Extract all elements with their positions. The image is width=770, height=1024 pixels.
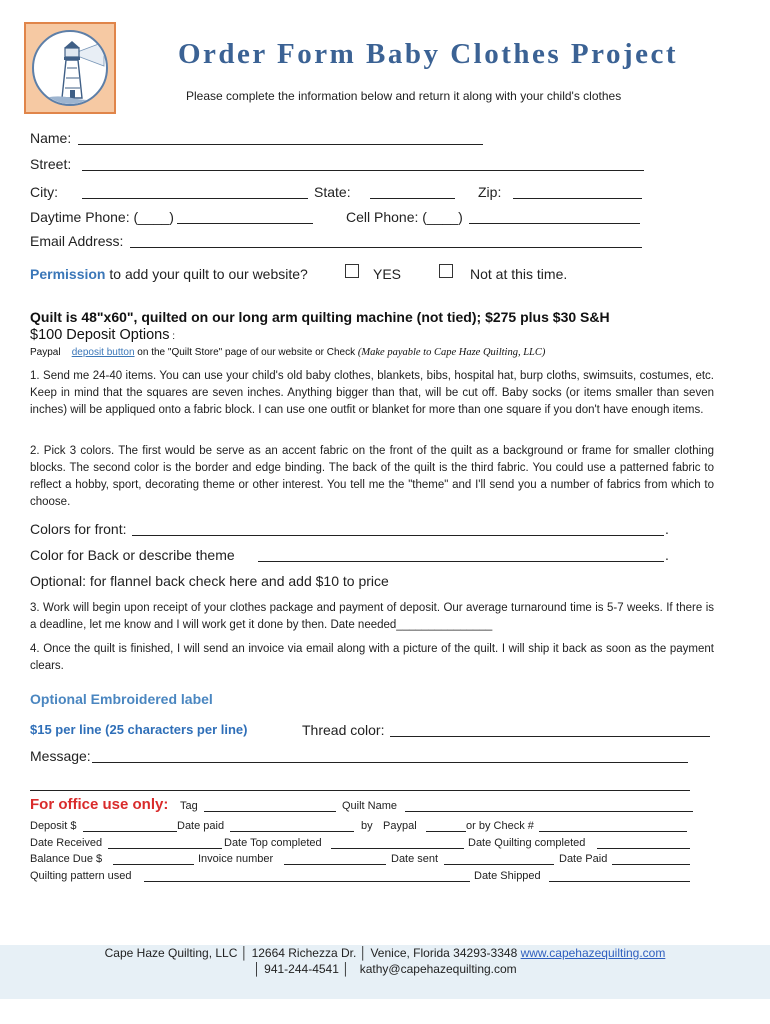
- deposit-colon: :: [169, 331, 176, 342]
- name-field[interactable]: [78, 144, 483, 145]
- date-paid-field[interactable]: [230, 831, 354, 832]
- quilt-info: Quilt is 48"x60", quilted on our long arm quilting machine (not tied); $275 plus $30 S&H: [30, 309, 610, 325]
- cell-phone-field[interactable]: [469, 223, 640, 224]
- email-field[interactable]: [130, 247, 642, 248]
- footer-street: 12664 Richezza Dr.: [251, 946, 357, 960]
- date-top-completed-field[interactable]: [331, 848, 464, 849]
- payment-methods: [30, 347, 545, 358]
- not-at-this-time-checkbox[interactable]: [439, 264, 453, 278]
- message-field-line-2[interactable]: [30, 790, 690, 791]
- zip-field[interactable]: [513, 198, 642, 199]
- paypal-label: Paypal: [30, 347, 61, 358]
- embroidery-price: $15 per line (25 characters per line): [30, 722, 248, 737]
- footer-city: Venice, Florida 34293-3348: [370, 946, 518, 960]
- date-paid-2-field[interactable]: [612, 864, 690, 865]
- footer-contact-line: │ 941-244-4541 │ kathy@capehazequilting.com: [253, 962, 517, 976]
- check-number-field[interactable]: [539, 831, 687, 832]
- yes-checkbox[interactable]: [345, 264, 359, 278]
- by-label: by: [361, 820, 373, 832]
- lighthouse-icon: [32, 30, 108, 106]
- thread-color-label: Thread color:: [302, 722, 385, 738]
- colors-back-label: Color for Back or describe theme: [30, 547, 235, 563]
- instruction-step-1: 1. Send me 24-40 items. You can use your child's old baby clothes, blankets, bibs, hospital hat, burp cloths, swimsuits, costumes, etc. Keep in mind that the squares are seven inches. Anything bigger than that, will be cut off. Baby socks (or items smaller than seven inches) will be appliqued onto a fabric block. I can use one outfit or blanket for more than one square if you don't have enough items.: [30, 370, 714, 416]
- message-field-line-1[interactable]: [92, 762, 688, 763]
- paypal-office-label: Paypal: [383, 820, 417, 832]
- instruction-step-3: 3. Work will begin upon receipt of your clothes package and payment of deposit. Our average turnaround time is 5-7 weeks. If there is a deadline, let me know and I will work get it done by then. Date needed_______________: [30, 602, 714, 631]
- balance-due-label: Balance Due $: [30, 853, 103, 865]
- office-use-heading: For office use only:: [30, 796, 169, 813]
- deposit-button-link[interactable]: deposit button: [71, 347, 135, 358]
- quilt-name-label: Quilt Name: [342, 800, 398, 812]
- deposit-options-label: $100 Deposit Options: [30, 327, 170, 343]
- date-received-label: Date Received: [30, 837, 103, 849]
- permission-word: Permission: [30, 266, 106, 282]
- footer-company: Cape Haze Quilting, LLC: [104, 946, 238, 960]
- street-label: Street:: [30, 156, 72, 172]
- footer-address-line: Cape Haze Quilting, LLC │ 12664 Richezza Dr. │ Venice, Florida 34293-3348 www.capehazequilting.com: [104, 946, 666, 960]
- tag-field[interactable]: [204, 811, 336, 812]
- colors-front-period: .: [665, 521, 669, 537]
- street-field[interactable]: [82, 170, 644, 171]
- state-label: State:: [314, 184, 351, 200]
- message-label: Message:: [30, 748, 91, 764]
- deposit-title: [30, 327, 175, 343]
- yes-label: YES: [373, 266, 402, 282]
- cell-phone-label: Cell Phone: (____): [346, 209, 463, 225]
- date-quilting-completed-field[interactable]: [597, 848, 690, 849]
- colors-front-field[interactable]: [132, 535, 664, 536]
- logo: [24, 22, 116, 114]
- footer-email[interactable]: kathy@capehazequilting.com: [359, 962, 517, 976]
- quilting-pattern-field[interactable]: [144, 881, 470, 882]
- city-label: City:: [30, 184, 58, 200]
- name-label: Name:: [30, 130, 72, 146]
- instruction-step-4: 4. Once the quilt is finished, I will send an invoice via email along with a picture of the quilt. I will ship it back as soon as the payment clears.: [30, 643, 714, 672]
- footer-phone: 941-244-4541: [264, 962, 339, 976]
- date-sent-label: Date sent: [391, 853, 439, 865]
- daytime-phone-field[interactable]: [177, 223, 313, 224]
- flannel-option: Optional: for flannel back check here and add $10 to price: [30, 573, 389, 589]
- date-paid-2-label: Date Paid: [559, 853, 608, 865]
- page-title: Order Form Baby Clothes Project: [178, 38, 679, 70]
- date-paid-label: Date paid: [177, 820, 225, 832]
- invoice-number-label: Invoice number: [198, 853, 274, 865]
- invoice-number-field[interactable]: [284, 864, 386, 865]
- date-sent-field[interactable]: [444, 864, 554, 865]
- city-field[interactable]: [82, 198, 308, 199]
- daytime-phone-label: Daytime Phone: (____): [30, 209, 174, 225]
- page-subtitle: Please complete the information below and return it along with your child's clothes: [186, 89, 622, 103]
- quilting-pattern-label: Quilting pattern used: [30, 870, 132, 882]
- date-received-field[interactable]: [108, 848, 222, 849]
- paypal-description: on the "Quilt Store" page of our website or Check: [134, 347, 358, 358]
- colors-back-field[interactable]: [258, 561, 664, 562]
- email-label: Email Address:: [30, 233, 124, 249]
- zip-label: Zip:: [478, 184, 502, 200]
- quilt-name-field[interactable]: [405, 811, 693, 812]
- instruction-step-2: 2. Pick 3 colors. The first would be serve as an accent fabric on the front of the quilt as a background or frame for smaller clothing blocks. The second color is the border and edge binding. The back of the quilt is the third fabric. You could use a patterned fabric to reflect a hobby, sport, decorating theme or other interest. You tell me the "theme" and I'll send you a number of fabrics from which to choose.: [30, 445, 714, 508]
- footer-website-link[interactable]: www.capehazequilting.com: [520, 946, 666, 960]
- balance-due-field[interactable]: [113, 864, 194, 865]
- paypal-office-field[interactable]: [426, 831, 466, 832]
- tag-label: Tag: [180, 800, 198, 812]
- embroidered-label-heading: Optional Embroidered label: [30, 691, 213, 707]
- permission-question: [30, 266, 308, 282]
- check-number-label: or by Check #: [466, 820, 534, 832]
- date-shipped-label: Date Shipped: [474, 870, 541, 882]
- deposit-amount-label: Deposit $: [30, 820, 77, 832]
- not-at-this-time-label: Not at this time.: [470, 266, 568, 282]
- deposit-amount-field[interactable]: [83, 831, 177, 832]
- thread-color-field[interactable]: [390, 736, 710, 737]
- date-quilting-completed-label: Date Quilting completed: [468, 837, 586, 849]
- colors-front-label: Colors for front:: [30, 521, 127, 537]
- check-payable-note: (Make payable to Cape Haze Quilting, LLC): [357, 347, 546, 358]
- date-top-completed-label: Date Top completed: [224, 837, 322, 849]
- permission-text: to add your quilt to our website?: [105, 266, 308, 282]
- colors-back-period: .: [665, 547, 669, 563]
- state-field[interactable]: [370, 198, 455, 199]
- date-shipped-field[interactable]: [549, 881, 690, 882]
